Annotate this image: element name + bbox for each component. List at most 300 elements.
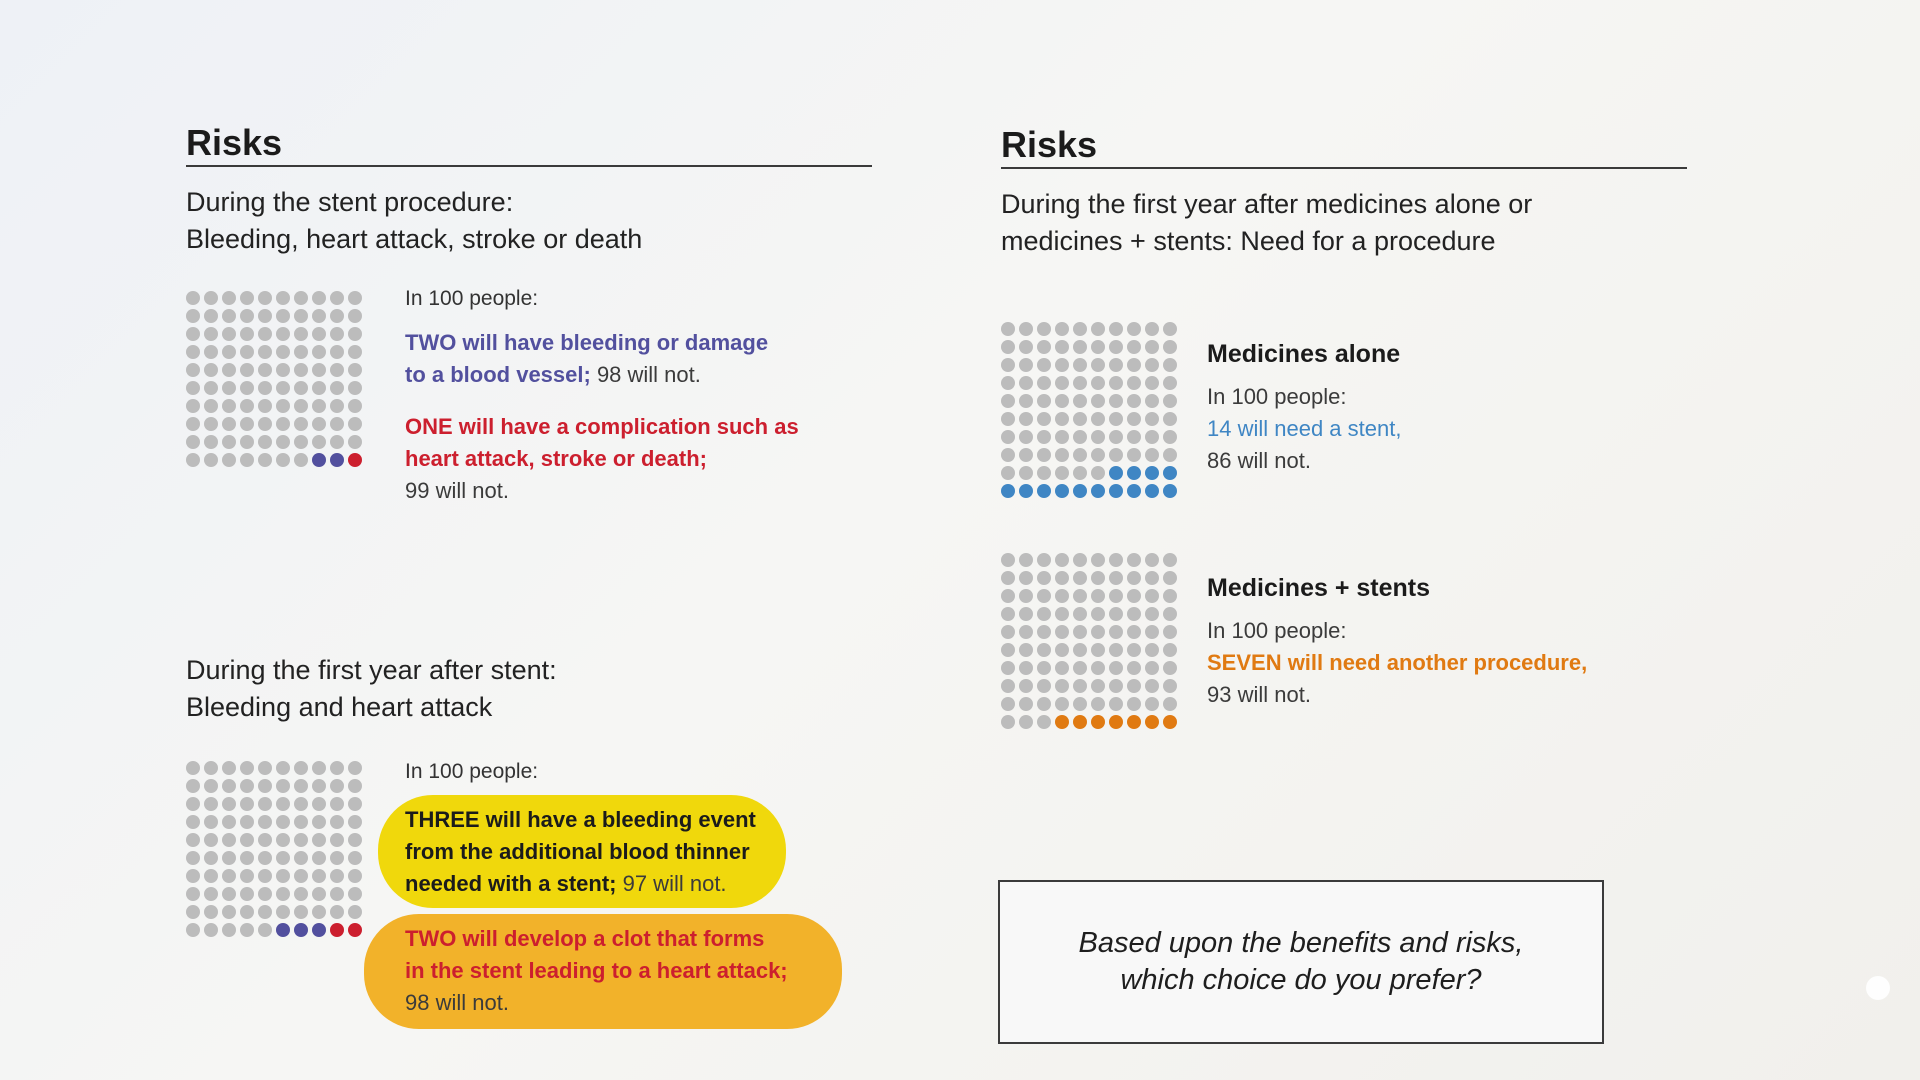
person-dot [276,779,290,793]
person-dot [1145,412,1159,426]
person-dot [1037,643,1051,657]
person-dot [1019,376,1033,390]
person-dot [1163,571,1177,585]
person-dot [312,779,326,793]
person-dot [276,381,290,395]
person-dot [330,327,344,341]
person-dot [1001,679,1015,693]
person-dot [1091,376,1105,390]
person-dot [276,869,290,883]
person-dot [258,815,272,829]
person-dot [1109,376,1123,390]
person-dot [1145,448,1159,462]
person-dot [348,851,362,865]
person-dot [1163,643,1177,657]
person-dot [1127,340,1141,354]
person-dot [1001,412,1015,426]
person-dot [1091,715,1105,729]
person-dot [348,417,362,431]
person-dot [186,417,200,431]
person-dot [1001,448,1015,462]
person-dot [204,381,218,395]
person-dot [186,761,200,775]
person-dot [276,417,290,431]
person-dot [294,779,308,793]
person-dot [1037,715,1051,729]
person-dot [258,869,272,883]
person-dot [312,327,326,341]
person-dot [240,923,254,937]
person-dot [186,851,200,865]
person-dot [258,833,272,847]
first-year-item-clot-line1: TWO will develop a clot that forms [405,926,765,951]
person-dot [1001,571,1015,585]
person-dot [1001,322,1015,336]
person-dot [1109,589,1123,603]
person-dot [1127,322,1141,336]
person-dot [276,363,290,377]
procedure-subhead-line1: During the stent procedure: [186,187,514,217]
person-dot [186,869,200,883]
person-dot [222,453,236,467]
person-dot [1127,430,1141,444]
first-year-subhead-line2: Bleeding and heart attack [186,692,493,722]
person-dot [1109,412,1123,426]
person-dot [1163,484,1177,498]
person-dot [1037,697,1051,711]
person-dot [1073,358,1087,372]
person-dot [222,417,236,431]
person-dot [312,345,326,359]
person-dot [1091,412,1105,426]
person-dot [1163,358,1177,372]
procedure-item-complication [405,411,799,507]
person-dot [1001,607,1015,621]
person-dot [258,779,272,793]
person-dot [1163,625,1177,639]
person-dot [348,453,362,467]
person-dot [222,309,236,323]
person-dot [1091,679,1105,693]
medicines-stents-highlight: SEVEN will need another procedure, [1207,650,1588,675]
person-dot [222,363,236,377]
person-dot [312,309,326,323]
person-dot [1163,607,1177,621]
person-dot [1073,697,1087,711]
person-dot [1019,340,1033,354]
person-dot [240,417,254,431]
person-dot [1019,661,1033,675]
person-dot [1055,571,1069,585]
person-dot [1091,697,1105,711]
person-dot [276,815,290,829]
person-dot [348,309,362,323]
person-dot [1091,484,1105,498]
person-dot [204,291,218,305]
person-dot [240,905,254,919]
person-dot [204,435,218,449]
person-dot [1127,643,1141,657]
person-dot [1145,643,1159,657]
person-dot [204,815,218,829]
person-dot [204,851,218,865]
person-dot [1055,412,1069,426]
preference-prompt-line2: which choice do you prefer? [1120,964,1482,996]
person-dot [1055,625,1069,639]
person-dot [1055,340,1069,354]
person-dot [1037,358,1051,372]
procedure-item-bleeding-line2: to a blood vessel; [405,362,591,387]
preference-prompt-box [998,880,1604,1044]
person-dot [330,761,344,775]
person-dot [1163,715,1177,729]
preference-prompt-line1: Based upon the benefits and risks, [1078,927,1524,959]
person-dot [186,905,200,919]
person-dot [1091,466,1105,480]
person-dot [1109,466,1123,480]
person-dot [204,779,218,793]
person-dot [240,381,254,395]
person-dot [1163,589,1177,603]
first-year-item-bleeding [405,804,756,900]
person-dot [1145,679,1159,693]
person-dot [258,399,272,413]
person-dot [204,309,218,323]
medicines-stents-rest: 93 will not. [1207,682,1311,707]
person-dot [312,887,326,901]
person-dot [1037,571,1051,585]
person-dot [1073,466,1087,480]
medicines-alone-intro: In 100 people: [1207,384,1347,409]
person-dot [1019,430,1033,444]
person-dot [312,851,326,865]
medicines-alone-rest: 86 will not. [1207,448,1311,473]
person-dot [186,453,200,467]
procedure-item-bleeding-rest: 98 will not. [590,362,701,387]
person-dot [1163,394,1177,408]
person-dot [186,779,200,793]
person-dot [1109,625,1123,639]
person-dot [222,435,236,449]
person-dot [1001,430,1015,444]
person-dot [1055,715,1069,729]
person-dot [1163,376,1177,390]
person-dot [276,399,290,413]
person-dot [1091,358,1105,372]
person-dot [1127,358,1141,372]
person-dot [1001,589,1015,603]
person-dot [240,833,254,847]
person-dot [222,399,236,413]
person-dot [1019,394,1033,408]
person-dot [1073,571,1087,585]
person-dot [1091,340,1105,354]
person-dot [348,327,362,341]
player-control-icon[interactable] [1866,976,1890,1000]
person-dot [348,923,362,937]
person-dot [312,399,326,413]
person-dot [258,761,272,775]
person-dot [1127,715,1141,729]
person-dot [204,833,218,847]
person-dot [312,435,326,449]
person-dot [294,381,308,395]
person-dot [1127,625,1141,639]
person-dot [1127,412,1141,426]
person-dot [1001,553,1015,567]
person-dot [1109,607,1123,621]
person-dot [1109,553,1123,567]
right-heading-rule [1001,167,1687,169]
person-dot [312,923,326,937]
person-dot [1001,466,1015,480]
person-dot [204,869,218,883]
person-dot [276,435,290,449]
person-dot [186,381,200,395]
person-dot [1127,376,1141,390]
person-dot [276,905,290,919]
person-dot [294,851,308,865]
person-dot [1073,394,1087,408]
person-dot [1145,466,1159,480]
person-dot [1019,679,1033,693]
person-dot [294,887,308,901]
procedure-intro: In 100 people: [405,287,539,310]
person-dot [1037,340,1051,354]
left-heading: Risks [186,122,283,163]
first-year-dot-grid [186,761,362,937]
person-dot [294,923,308,937]
person-dot [1055,322,1069,336]
person-dot [1109,643,1123,657]
person-dot [204,363,218,377]
person-dot [312,417,326,431]
person-dot [1019,322,1033,336]
person-dot [186,435,200,449]
medicines-stents-title: Medicines + stents [1207,574,1430,602]
person-dot [222,833,236,847]
procedure-dot-grid [186,291,362,467]
person-dot [240,345,254,359]
person-dot [348,435,362,449]
person-dot [348,797,362,811]
person-dot [1001,715,1015,729]
person-dot [348,399,362,413]
person-dot [348,345,362,359]
first-year-item-clot-line2: in the stent leading to a heart attack; [405,958,788,983]
person-dot [1073,589,1087,603]
person-dot [1019,553,1033,567]
person-dot [330,833,344,847]
person-dot [222,851,236,865]
person-dot [1145,715,1159,729]
person-dot [1091,625,1105,639]
person-dot [222,923,236,937]
person-dot [1163,448,1177,462]
person-dot [294,345,308,359]
first-year-item-bleeding-line2: from the additional blood thinner [405,839,750,864]
person-dot [1073,553,1087,567]
person-dot [276,833,290,847]
person-dot [222,761,236,775]
person-dot [348,363,362,377]
person-dot [186,923,200,937]
person-dot [1163,679,1177,693]
person-dot [276,309,290,323]
person-dot [1037,679,1051,693]
person-dot [258,291,272,305]
person-dot [240,309,254,323]
preference-prompt [1079,925,1524,999]
person-dot [186,291,200,305]
medicines-stents-dot-grid [1001,553,1177,729]
person-dot [294,797,308,811]
person-dot [294,327,308,341]
person-dot [1145,430,1159,444]
person-dot [348,869,362,883]
person-dot [204,453,218,467]
person-dot [330,363,344,377]
right-subhead-line1: During the first year after medicines alone or [1001,189,1533,219]
left-heading-rule [186,165,872,167]
person-dot [312,833,326,847]
person-dot [312,905,326,919]
person-dot [1127,589,1141,603]
person-dot [1037,661,1051,675]
person-dot [348,779,362,793]
person-dot [1019,484,1033,498]
person-dot [1037,448,1051,462]
person-dot [1073,322,1087,336]
person-dot [1109,697,1123,711]
person-dot [348,381,362,395]
person-dot [1055,358,1069,372]
person-dot [240,435,254,449]
person-dot [1073,430,1087,444]
person-dot [186,327,200,341]
right-subhead-line2: medicines + stents: Need for a procedure [1001,226,1496,256]
person-dot [330,887,344,901]
person-dot [1145,394,1159,408]
person-dot [258,905,272,919]
person-dot [258,887,272,901]
person-dot [204,399,218,413]
person-dot [1019,625,1033,639]
medicines-alone-text [1207,381,1401,477]
person-dot [1163,412,1177,426]
person-dot [348,815,362,829]
person-dot [294,417,308,431]
person-dot [258,327,272,341]
person-dot [240,797,254,811]
person-dot [1001,340,1015,354]
medicines-stents-text [1207,615,1587,711]
person-dot [222,291,236,305]
person-dot [1145,661,1159,675]
person-dot [294,291,308,305]
person-dot [240,761,254,775]
person-dot [1055,589,1069,603]
person-dot [258,851,272,865]
person-dot [1091,607,1105,621]
person-dot [258,417,272,431]
person-dot [1127,571,1141,585]
person-dot [1163,697,1177,711]
person-dot [1127,697,1141,711]
person-dot [258,381,272,395]
person-dot [276,453,290,467]
person-dot [240,363,254,377]
person-dot [204,887,218,901]
person-dot [240,887,254,901]
person-dot [1001,625,1015,639]
person-dot [1163,430,1177,444]
person-dot [258,309,272,323]
person-dot [1127,679,1141,693]
person-dot [1019,412,1033,426]
person-dot [1127,553,1141,567]
person-dot [1055,607,1069,621]
person-dot [1073,715,1087,729]
person-dot [1001,661,1015,675]
person-dot [186,309,200,323]
person-dot [1073,340,1087,354]
person-dot [1001,697,1015,711]
person-dot [276,761,290,775]
person-dot [258,797,272,811]
person-dot [1127,448,1141,462]
procedure-subhead [186,184,642,258]
person-dot [276,797,290,811]
person-dot [1037,430,1051,444]
person-dot [240,869,254,883]
person-dot [294,905,308,919]
person-dot [276,291,290,305]
person-dot [1091,322,1105,336]
person-dot [258,923,272,937]
person-dot [330,905,344,919]
person-dot [1001,394,1015,408]
person-dot [1001,484,1015,498]
person-dot [1073,607,1087,621]
person-dot [348,833,362,847]
person-dot [1037,394,1051,408]
right-heading: Risks [1001,124,1098,165]
person-dot [312,869,326,883]
person-dot [1073,376,1087,390]
person-dot [276,923,290,937]
person-dot [330,435,344,449]
person-dot [1109,484,1123,498]
medicines-alone-title: Medicines alone [1207,340,1401,368]
person-dot [222,797,236,811]
person-dot [1055,553,1069,567]
person-dot [330,869,344,883]
person-dot [186,797,200,811]
person-dot [312,381,326,395]
person-dot [258,453,272,467]
person-dot [330,851,344,865]
person-dot [1019,715,1033,729]
person-dot [258,363,272,377]
person-dot [240,327,254,341]
person-dot [312,815,326,829]
person-dot [240,291,254,305]
person-dot [312,761,326,775]
person-dot [1001,358,1015,372]
person-dot [240,779,254,793]
person-dot [294,833,308,847]
